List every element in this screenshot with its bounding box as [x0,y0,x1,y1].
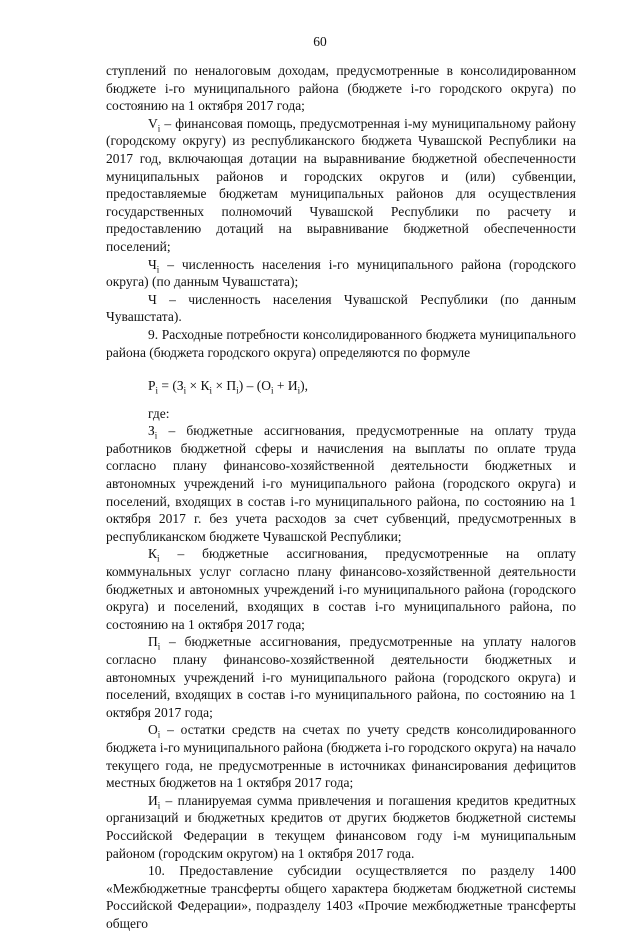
paragraph-item-9: 9. Расходные потребности консолидированного бюджета муниципального района (бюджета городского округа) определяются по формуле [106,326,576,360]
document-body [106,62,576,933]
paragraph-z-definition [106,422,576,545]
definition-text: – остатки средств на счетах по учету средств консолидированного бюджета i-го муниципального района (бюджета i-го городского округа) на начало текущего года, не предусмотренные в источниках финансирования дефицитов местных бюджетов на 1 октября 2017 года; [106,722,576,791]
subscript-i: i [154,430,158,441]
subscript-i: i [157,730,161,741]
symbol-o: О [148,722,158,738]
paragraph-item-10: 10. Предоставление субсидии осуществляется по разделу 1400 «Межбюджетные трансферты общего характера бюджетам бюджетной системы Российской Федерации», подразделу 1403 «Прочие межбюджетные трансферты общего [106,863,576,931]
symbol-k: К [148,546,158,562]
subscript-i: i [157,800,161,811]
formula: $P_i = (З_i \times К_i \times П_i) - (О_i + И_i)$, [148,378,308,396]
paragraph-i-definition [106,792,576,862]
definition-text: – численность населения i-го муниципального района (городского округа) (по данным Чувашстата); [106,256,576,290]
symbol-p: П [148,634,158,650]
subscript-i: i [157,642,161,653]
subscript-i: i [156,264,160,275]
paragraph-ch-total-definition: Ч – численность населения Чувашской Республики (по данным Чувашстата). [106,291,576,325]
paragraph-continuation: ступлений по неналоговым доходам, предусмотренные в консолидированном бюджете i-го муниципального района (бюджете i-го городского округа) по состоянию на 1 октября 2017 года; [106,63,576,114]
subscript-i: i [157,554,160,565]
definition-text: – бюджетные ассигнования, предусмотренные на оплату коммунальных услуг согласно плану финансово-хозяйственной деятельности бюджетных и автономных учреждений i-го муниципального района (городского округа) и поселений, входящих в состав i-го муниципального района, по состоянию на 1 октября 2017 года; [106,546,576,632]
subscript-i: i [157,123,161,134]
paragraph-o-definition [106,721,576,791]
definition-text: – бюджетные ассигнования, предусмотренные на оплату труда работников бюджетной сферы и начисления на выплаты по оплате труда согласно плану финансово-хозяйственной деятельности бюджетных и автономных учреждений i-го муниципального района (городского округа) и поселений, входящих в состав i-го муниципального района, по состоянию на 1 октября 2017 г. без учета расходов за счет субвенций, предусмотренных в республиканском бюджете Чувашской Республики; [106,423,576,544]
paragraph-chi-definition [106,256,576,291]
page-number: 60 [313,34,327,49]
symbol-i: И [148,792,158,808]
where-label: где: [148,405,170,421]
paragraph-p-definition [106,633,576,721]
symbol-z: З [148,423,155,439]
symbol-v: V [148,115,158,131]
definition-text: – планируемая сумма привлечения и погашения кредитов кредитных организаций и бюджетных кредитов от других бюджетов бюджетной системы Российской Федерации в текущем финансовом году i-м муниципальным районом (городским округом) на 1 октября 2017 года. [106,792,576,861]
definition-text: – финансовая помощь, предусмотренная i-му муниципальному району (городскому округу) из республиканского бюджета Чувашской Республики на 2017 год, включающая дотации на выравнивание бюджетной обеспеченности муниципальных районов и городских округов и (или) субвенции, предоставляемые бюджетам муниципальных районов для осуществления государственных полномочий Чувашской Республики по расчету и предоставлению дотаций на выравнивание бюджетной обеспеченности поселений; [106,115,576,254]
definition-text: – бюджетные ассигнования, предусмотренные на уплату налогов согласно плану финансово-хозяйственной деятельности бюджетных и автономных учреждений i-го муниципального района (городского округа) и поселений, входящих в состав i-го муниципального района, по состоянию на 1 октября 2017 года; [106,634,576,720]
symbol-ch: Ч [148,256,157,272]
paragraph-v-definition [106,115,576,256]
paragraph-k-definition [106,545,576,633]
